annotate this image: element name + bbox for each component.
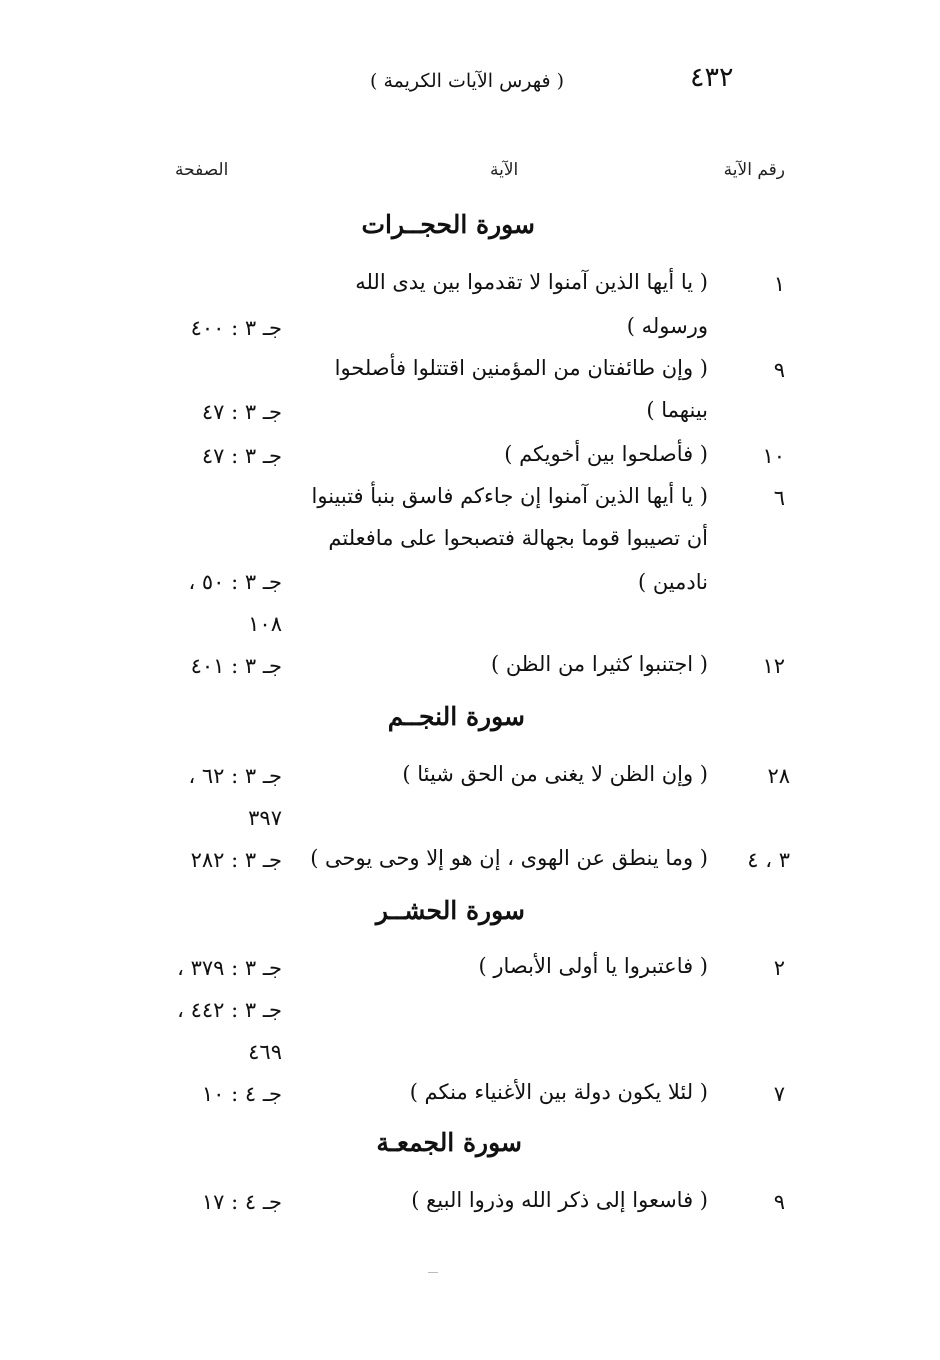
verse-number: ٩ <box>773 1190 785 1214</box>
page-reference: جـ ٣ : ٣٧٩ ، <box>177 956 282 980</box>
verse-number: ١٢ <box>762 654 785 678</box>
verse-number: ٢ <box>773 956 785 980</box>
verse-text-line: ( اجتنبوا كثيرا من الظن ) <box>490 652 708 676</box>
verse-text-line: ( فاعتبروا يا أولى الأبصار ) <box>478 954 708 978</box>
page-reference: جـ ٣ : ٤٤٢ ، <box>177 998 282 1022</box>
surah-title: سورة الجمعـة <box>376 1128 522 1157</box>
column-heading-verse-number: رقم الآية <box>723 160 785 180</box>
page-number: ٤٣٢ <box>690 62 734 93</box>
page-reference: جـ ٣ : ٢٨٢ <box>190 848 282 872</box>
verse-text-line: ( وإن الظن لا يغنى من الحق شيئا ) <box>402 762 708 786</box>
surah-title: سورة الحشــر <box>375 896 525 925</box>
verse-number: ٣ ، ٤ <box>747 848 790 872</box>
scan-speck <box>428 1272 438 1273</box>
verse-number: ٧ <box>773 1082 785 1106</box>
verse-text-line: نادمين ) <box>637 570 708 594</box>
verse-text-line: ( فاسعوا إلى ذكر الله وذروا البيع ) <box>411 1188 708 1212</box>
page-reference: جـ ٣ : ٤٧ <box>201 444 282 468</box>
page-reference: جـ ٤ : ١٧ <box>201 1190 282 1214</box>
verse-text-line: بينهما ) <box>646 398 708 422</box>
running-title: ( فهرس الآيات الكريمة ) <box>370 70 565 92</box>
verse-number: ١٠ <box>762 444 785 468</box>
verse-number: ٩ <box>773 358 785 382</box>
page-reference: ١٠٨ <box>248 612 282 636</box>
page-reference: جـ ٣ : ٤٧ <box>201 400 282 424</box>
verse-number: ١ <box>773 272 785 296</box>
page-reference: جـ ٣ : ٦٢ ، <box>188 764 282 788</box>
verse-text-line: ( وإن طائفتان من المؤمنين اقتتلوا فأصلحوا <box>334 356 708 380</box>
page-reference: جـ ٣ : ٤٠٠ <box>190 316 282 340</box>
verse-text-line: أن تصيبوا قوما بجهالة فتصبحوا على مافعلتم <box>328 526 708 550</box>
surah-title: سورة النجــم <box>387 702 525 731</box>
verse-text-line: ( فأصلحوا بين أخويكم ) <box>504 442 708 466</box>
verse-number: ٢٨ <box>767 764 790 788</box>
page-reference: جـ ٣ : ٤٠١ <box>190 654 282 678</box>
page-reference: ٤٦٩ <box>248 1040 282 1064</box>
verse-number: ٦ <box>773 486 785 510</box>
verse-text-line: ( وما ينطق عن الهوى ، إن هو إلا وحى يوحى ) <box>310 846 708 870</box>
verse-text-line: ( يا أيها الذين آمنوا لا تقدموا بين يدى الله <box>355 270 708 294</box>
column-heading-verse: الآية <box>490 160 519 180</box>
page-reference: جـ ٣ : ٥٠ ، <box>188 570 282 594</box>
verse-text-line: ( لئلا يكون دولة بين الأغنياء منكم ) <box>409 1080 708 1104</box>
surah-title: سورة الحجــرات <box>361 210 535 239</box>
page-reference: جـ ٤ : ١٠ <box>201 1082 282 1106</box>
page-reference: ٣٩٧ <box>248 806 282 830</box>
verse-text-line: ( يا أيها الذين آمنوا إن جاءكم فاسق بنبأ فتبينوا <box>311 484 708 508</box>
column-heading-page: الصفحة <box>175 160 229 180</box>
verse-text-line: ورسوله ) <box>626 314 708 338</box>
